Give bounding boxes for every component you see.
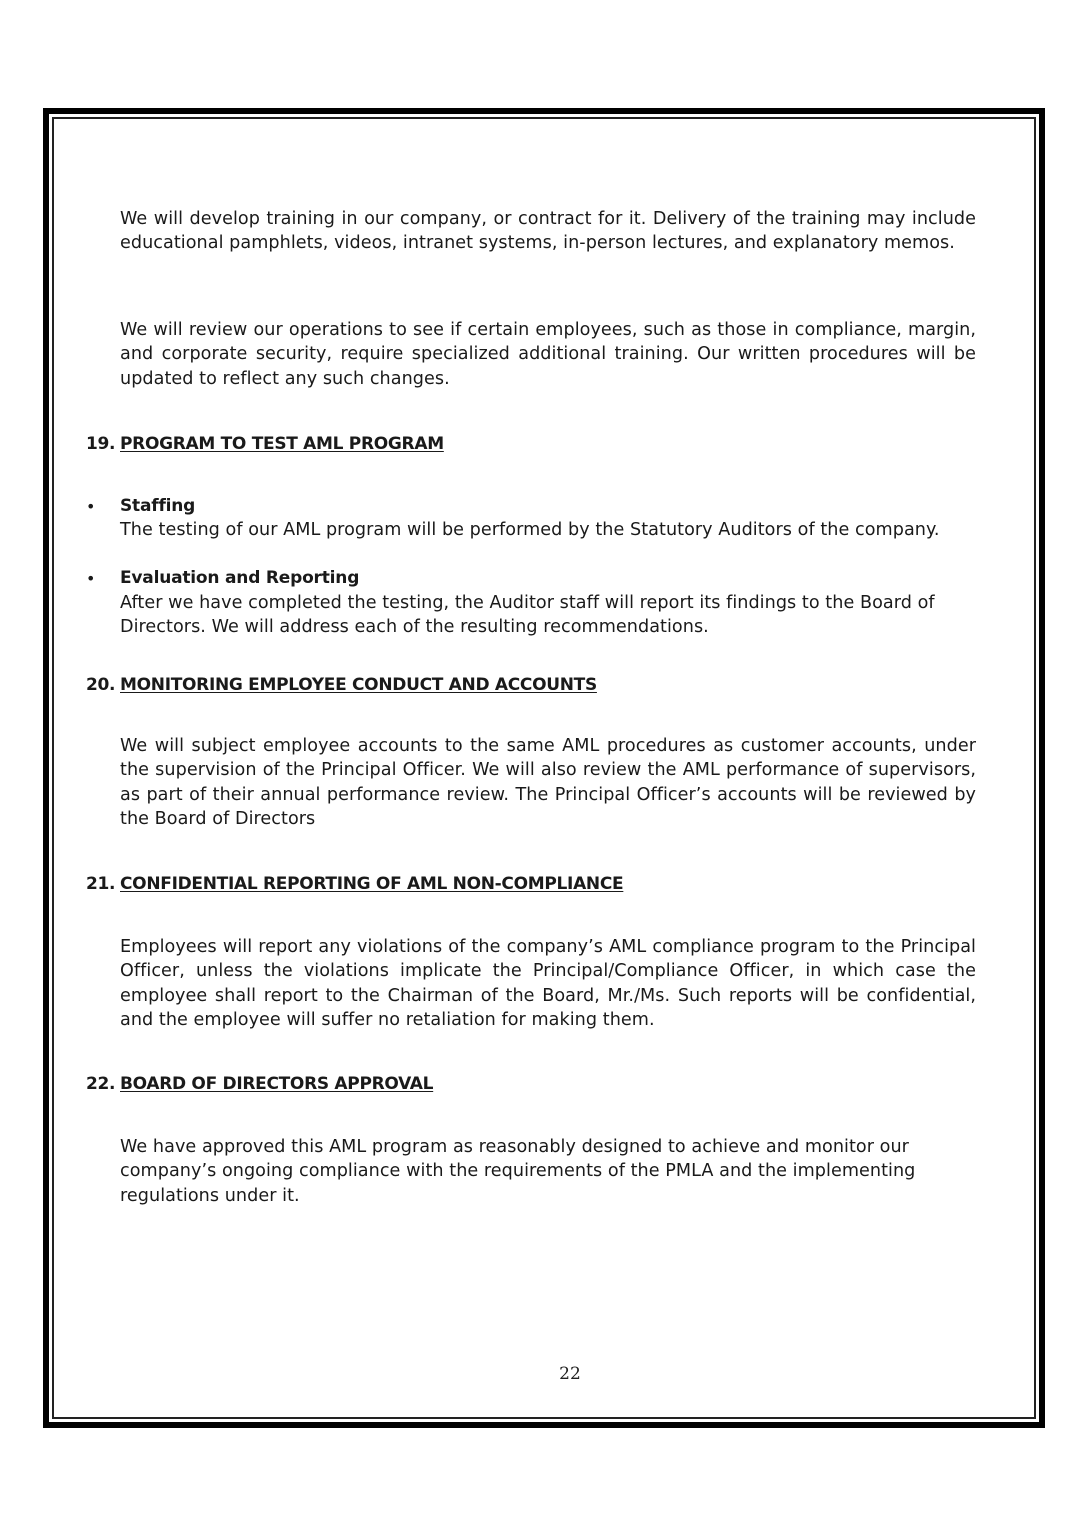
section-number: 19. — [86, 434, 116, 454]
item-title-staffing: Staffing — [120, 496, 196, 516]
section-number: 22. — [86, 1074, 116, 1094]
section-title: PROGRAM TO TEST AML PROGRAM — [120, 434, 444, 454]
paragraph-board-approval: We have approved this AML program as reasonably designed to achieve and monitor our company’s ongoing compliance with the requirements of the PMLA and the implementing regulations under it. — [120, 1137, 916, 1206]
paragraph-confidential-reporting: Employees will report any violations of the company’s AML compliance program to the Principal Officer, unless the violations implicate the Principal/Compliance Officer, in which case the employee shall report to the Chairman of the Board, Mr./Ms. Such reports will be confidential, and the employee will suffer no retaliation for making them. — [120, 937, 976, 1030]
section-number: 20. — [86, 675, 116, 695]
section-title: MONITORING EMPLOYEE CONDUCT AND ACCOUNTS — [120, 675, 597, 695]
section-19-heading — [86, 433, 444, 455]
section-number: 21. — [86, 874, 116, 894]
section-22-heading — [86, 1073, 433, 1095]
page-number: 22 — [559, 1364, 581, 1384]
item-title-evaluation-reporting: Evaluation and Reporting — [120, 568, 360, 588]
paragraph-specialized-training: We will review our operations to see if certain employees, such as those in compliance, margin, and corporate security, require specialized additional training. Our written procedures will be updated to reflect any such changes. — [120, 320, 976, 389]
bullet-icon: • — [86, 497, 96, 516]
section-20-heading — [86, 674, 597, 696]
paragraph-training-delivery: We will develop training in our company, or contract for it. Delivery of the training may include educational pamphlets, videos, intranet systems, in-person lectures, and explanatory memos. — [120, 209, 976, 254]
section-title: CONFIDENTIAL REPORTING OF AML NON-COMPLIANCE — [120, 874, 624, 894]
bullet-icon: • — [86, 569, 96, 588]
item-text-staffing: The testing of our AML program will be performed by the Statutory Auditors of the company. — [120, 520, 940, 540]
section-title: BOARD OF DIRECTORS APPROVAL — [120, 1074, 434, 1094]
section-21-heading — [86, 873, 623, 895]
paragraph-monitoring-employee: We will subject employee accounts to the same AML procedures as customer accounts, under the supervision of the Principal Officer. We will also review the AML performance of supervisors, as part of their annual performance review. The Principal Officer’s accounts will be reviewed by the Board of Directors — [120, 736, 976, 829]
item-text-evaluation-reporting: After we have completed the testing, the Auditor staff will report its findings to the Board of Directors. We will address each of the resulting recommendations. — [120, 593, 935, 638]
